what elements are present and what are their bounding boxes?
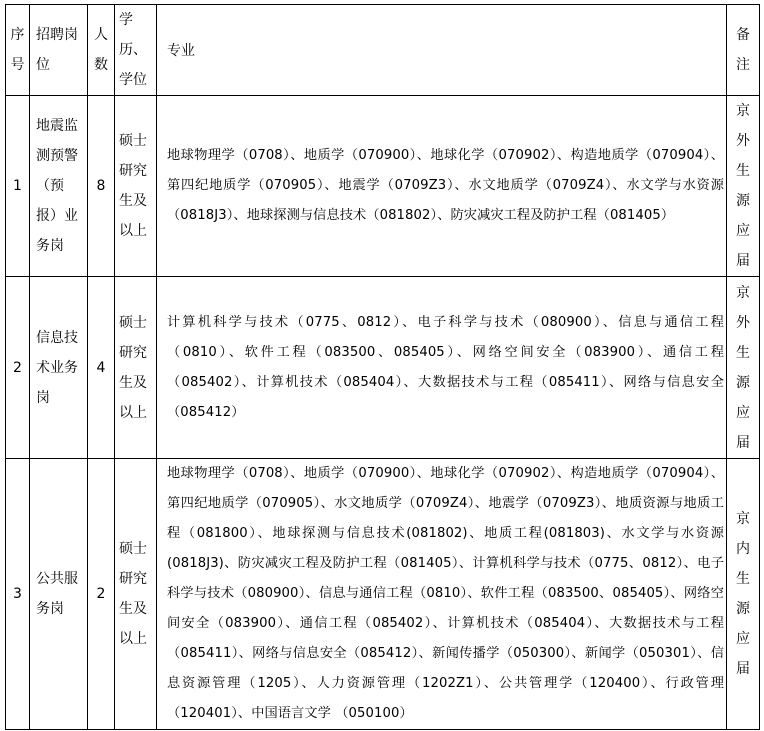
note: 京外生源应届 (727, 277, 760, 459)
row-number: 1 (6, 96, 30, 277)
note: 京内生源应届 (727, 459, 760, 730)
row-number: 3 (6, 459, 30, 730)
education: 硕士研究生及以上 (115, 277, 157, 459)
major-list: 地球物理学（0708）、地质学（070900）、地球化学（070902）、构造地质学（070904）、第四纪地质学（070905）、地震学（0709Z3）、水文地质学（0709Z4）、水文学与水资源（0818J3）、地球探测与信息技术（081802）、防灾减灾工程及防护工程（081405） (157, 96, 727, 277)
header-no: 序号 (6, 5, 30, 96)
table-row (6, 459, 760, 730)
post-name: 公共服务岗 (30, 459, 88, 730)
table-row (6, 96, 760, 277)
post-name: 地震监测预警（预报）业务岗 (30, 96, 88, 277)
note: 京外生源应届 (727, 96, 760, 277)
row-number: 2 (6, 277, 30, 459)
table-row (6, 277, 760, 459)
post-name: 信息技术业务岗 (30, 277, 88, 459)
header-post: 招聘岗位 (30, 5, 88, 96)
header-major: 专业 (157, 5, 727, 96)
header-note: 备注 (727, 5, 760, 96)
education: 硕士研究生及以上 (115, 96, 157, 277)
header-edu: 学历、学位 (115, 5, 157, 96)
header-row (6, 5, 760, 96)
education: 硕士研究生及以上 (115, 459, 157, 730)
major-list: 计算机科学与技术（0775、0812）、电子科学与技术（080900）、信息与通信工程（0810）、软件工程（083500、085405）、网络空间安全（083900）、通信工程（085402）、计算机技术（085404）、大数据技术与工程（085411）、网络与信息安全（085412） (157, 277, 727, 459)
headcount: 2 (88, 459, 115, 730)
major-list: 地球物理学（0708）、地质学（070900）、地球化学（070902）、构造地质学（070904）、第四纪地质学（070905）、水文地质学（0709Z4）、地震学（0709Z3）、地质资源与地质工程（081800）、地球探测与信息技术(081802)、地质工程(081803)、水文学与水资源(0818J3)、防灾减灾工程及防护工程（081405）、计算机科学与技术（0775、0812）、电子科学与技术（080900）、信息与通信工程（0810）、软件工程（083500、085405）、网络空间安全（083900）、通信工程（085402）、计算机技术（085404）、大数据技术与工程（085411）、网络与信息安全（085412）、新闻传播学（050300）、新闻学（050301）、信息资源管理（1205）、人力资源管理（1202Z1）、公共管理学（120400）、行政管理（120401）、中国语言文学 （050100） (157, 459, 727, 730)
header-count: 人数 (88, 5, 115, 96)
headcount: 8 (88, 96, 115, 277)
recruitment-table (5, 4, 760, 730)
headcount: 4 (88, 277, 115, 459)
